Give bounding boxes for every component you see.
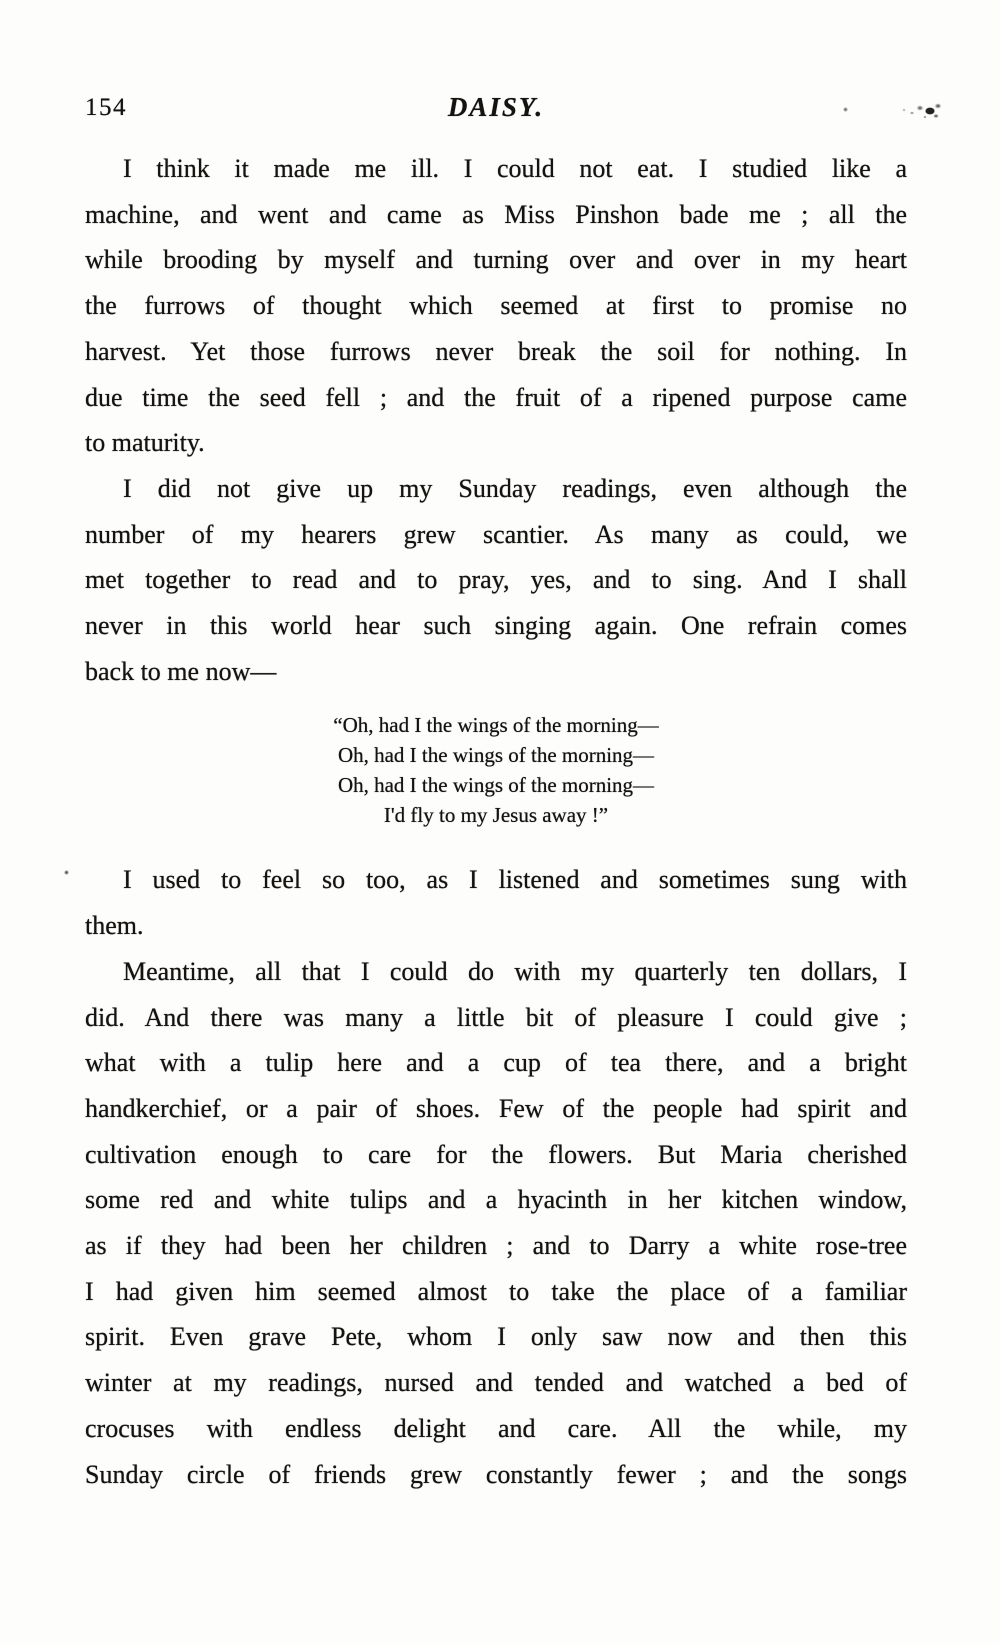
text-line: Meantime, all that I could do with my quarterly ten dollars, I xyxy=(123,956,907,986)
page-text xyxy=(85,146,907,1497)
text-line: winter at my readings, nursed and tended and watched a bed of xyxy=(85,1368,907,1398)
verse-block xyxy=(85,710,907,830)
paragraph xyxy=(85,466,907,695)
text-line: while brooding by myself and turning over and over in my heart xyxy=(85,245,907,275)
text-line: crocuses with endless delight and care. All the while, my xyxy=(85,1413,907,1443)
text-line: as if they had been her children ; and to Darry a white rose-tree xyxy=(85,1231,907,1261)
text-line: what with a tulip here and a cup of tea there, and a bright xyxy=(85,1048,907,1078)
verse-line: I'd fly to my Jesus away !” xyxy=(383,803,609,828)
text-line: machine, and went and came as Miss Pinshon bade me ; all the xyxy=(85,199,907,229)
verse-line: Oh, had I the wings of the morning— xyxy=(337,743,655,768)
text-line: some red and white tulips and a hyacinth in her kitchen window, xyxy=(85,1185,907,1215)
ink-smudge xyxy=(898,101,948,121)
paragraph xyxy=(85,857,907,948)
text-line: harvest. Yet those furrows never break the soil for nothing. In xyxy=(85,336,907,366)
text-line: I had given him seemed almost to take the place of a familiar xyxy=(85,1276,907,1306)
text-line: the furrows of thought which seemed at first to promise no xyxy=(85,291,907,321)
page-number: 154 xyxy=(85,94,127,121)
text-line: cultivation enough to care for the flowers. But Maria cherished xyxy=(85,1139,907,1169)
text-line: back to me now— xyxy=(85,656,277,686)
text-line: them. xyxy=(85,911,144,941)
text-line: due time the seed fell ; and the fruit of a ripened purpose came xyxy=(85,382,907,412)
text-line: spirit. Even grave Pete, whom I only saw now and then this xyxy=(85,1322,907,1352)
paragraph xyxy=(85,949,907,1497)
text-line: never in this world hear such singing again. One refrain comes xyxy=(85,611,907,641)
verse-line: Oh, had I the wings of the morning— xyxy=(337,773,655,798)
ink-speck-header xyxy=(843,107,848,112)
page-header xyxy=(85,92,907,126)
text-line: I think it made me ill. I could not eat. I studied like a xyxy=(123,154,907,183)
text-line: to maturity. xyxy=(85,428,205,458)
text-line: I did not give up my Sunday readings, even although the xyxy=(123,473,907,503)
running-title: DAISY. xyxy=(447,92,545,122)
text-line: Sunday circle of friends grew constantly fewer ; and the songs xyxy=(85,1459,907,1489)
text-line: number of my hearers grew scantier. As many as could, we xyxy=(85,519,907,549)
paragraph xyxy=(85,146,907,466)
text-line: did. And there was many a little bit of pleasure I could give ; xyxy=(85,1002,907,1032)
text-line: I used to feel so too, as I listened and sometimes sung with xyxy=(123,865,907,895)
verse-line: “Oh, had I the wings of the morning— xyxy=(333,713,659,738)
text-line: handkerchief, or a pair of shoes. Few of the people had spirit and xyxy=(85,1093,907,1123)
text-line: met together to read and to pray, yes, and to sing. And I shall xyxy=(85,565,907,595)
ink-speck-margin xyxy=(64,870,69,875)
